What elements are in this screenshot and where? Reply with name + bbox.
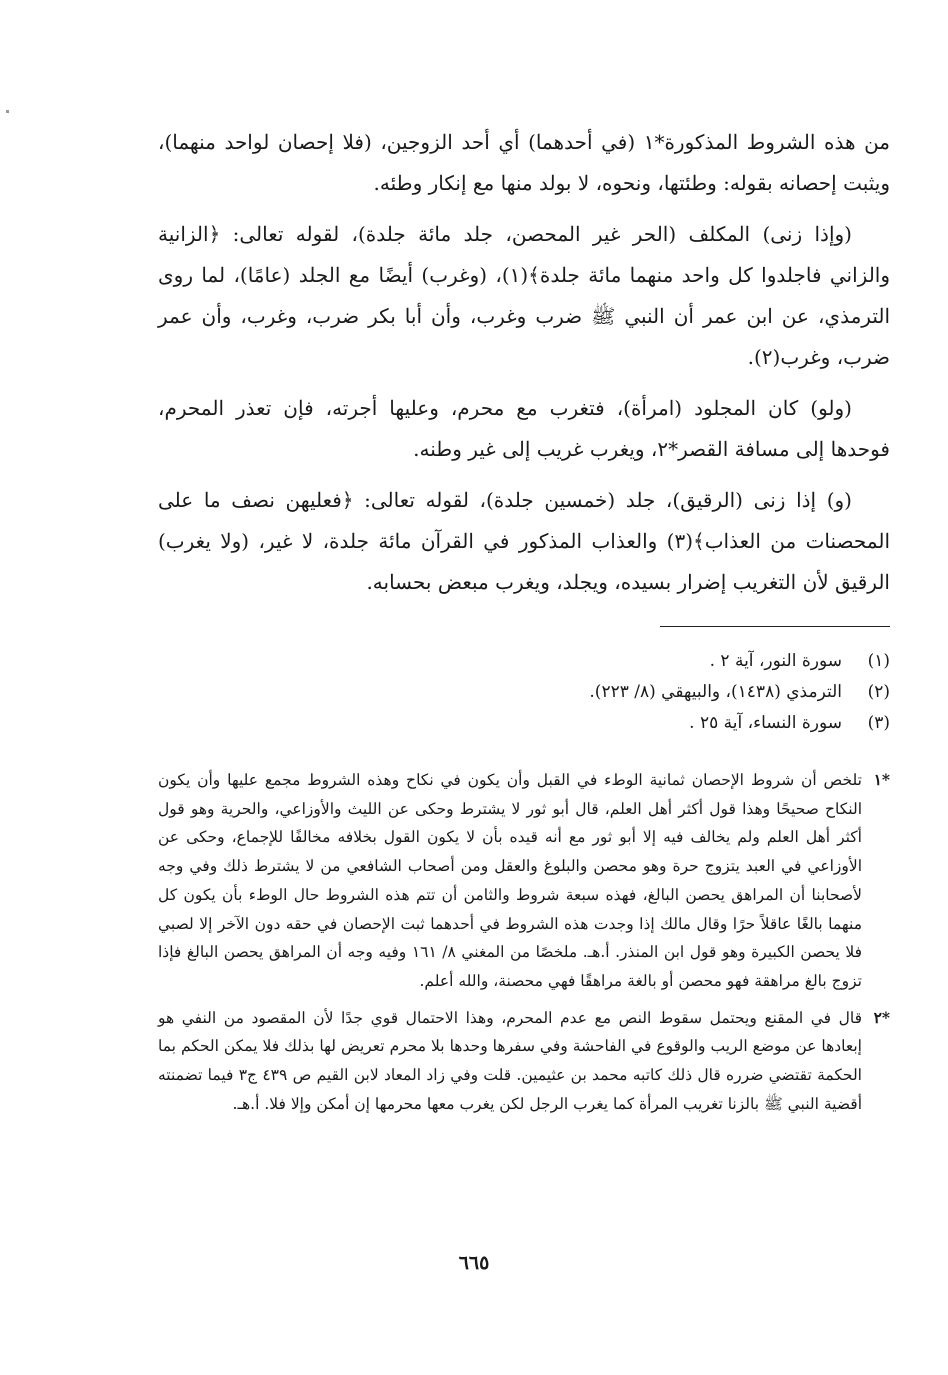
- commentary-text: قال في المقنع ويحتمل سقوط النص مع عدم المحرم، وهذا الاحتمال قوي جدًا لأن المقصود من النفي هو إبعادها عن موضع الريب والوقوع في الفاحشة وفي سفرها وحدها بلا محرم تعريض لها بذلك فلا يمكن الحكم بما الحكمة تقتضي ضرره قال ذلك كاتبه محمد بن عثيمين. قلت وفي زاد المعاد لابن القيم ص ٤٣٩ ج٣ فيما تضمنته أقضية النبي ﷺ بالزنا تغريب المرأة كما يغرب الرجل لكن يغرب معها محرمها إن أمكن وإلا فلا. أ.هـ.: [158, 1008, 862, 1113]
- paragraph: (وإذا زنى) المكلف (الحر غير المحصن، جلد مائة جلدة)، لقوله تعالى: ﴿الزانية والزاني فاجلدوا كل واحد منهما مائة جلدة﴾(١)، (وغرب) أيضًا مع الجلد (عامًا)، لما روى الترمذي، عن ابن عمر أن النبي ﷺ ضرب وغرب، وأن أبا بكر ضرب، وغرب، وأن عمر ضرب، وغرب(٢).: [158, 222, 891, 369]
- footnote-text: سورة النور، آية ٢ .: [709, 651, 842, 671]
- commentary-mark: *١: [873, 770, 890, 789]
- commentary-note: [158, 766, 890, 996]
- commentary-notes: [158, 766, 890, 1126]
- scan-speck: [6, 110, 9, 113]
- commentary-mark: *٢: [873, 1007, 890, 1027]
- paragraph: (و) إذا زنى (الرقيق)، جلد (خمسين جلدة)، لقوله تعالى: ﴿فعليهن نصف ما على المحصنات من العذاب﴾(٣) والعذاب المذكور في القرآن مائة جلدة، لا غير، (ولا يغرب) الرقيق لأن التغريب إضرار بسيده، ويجلد، ويغرب مبعض بحسابه.: [158, 488, 890, 594]
- paragraph: (ولو) كان المجلود (امرأة)، فتغرب مع محرم، وعليها أجرته، فإن تعذر المحرم، فوحدها إلى مسافة القصر*٢، ويغرب غريب إلى غير وطنه.: [158, 396, 890, 461]
- page-number: ٦٦٥: [458, 1252, 490, 1274]
- footnotes: [158, 646, 890, 739]
- footnote-text: الترمذي (١٤٣٨)، والبيهقي (٨/ ٢٢٣).: [589, 682, 842, 702]
- footnote-number: (٢): [867, 682, 890, 702]
- commentary-note: [158, 1004, 890, 1119]
- paragraph: من هذه الشروط المذكورة*١ (في أحدهما) أي أحد الزوجين، (فلا إحصان لواحد منهما)، ويثبت إحصانه بقوله: وطئتها، ونحوه، لا بولد منها مع إنكار وطئه.: [158, 130, 891, 195]
- footnote: [158, 646, 890, 677]
- footnote-number: (٣): [867, 713, 890, 733]
- commentary-text: تلخص أن شروط الإحصان ثمانية الوطء في القبل وأن يكون في نكاح وهذه الشروط مجمع عليها وأن يكون النكاح صحيحًا وهذا قول أكثر أهل العلم، قال أبو ثور لا يشترط وحكى عن الليث والأوزاعي، والحرية وهو قول أكثر أهل العلم ولم يخالف فيه إلا أبو ثور مع أنه قيده بأن لا يكون القول بخلافه مخالفًا للإجماع، وحكى عن الأوزاعي في العبد يتزوج حرة وهو محصن والبلوغ والعقل ومن أصحاب الشافعي من لا يشترط ذلك وفي وجه لأصحابنا أن المراهق يحصن البالغ، فهذه سبعة شروط والثامن أن تتم هذه الشروط حال الوطء بأن يكون كل منهما بالغًا عاقلاً حرًا وقال مالك إذا وجدت هذه الشروط في أحدهما ثبت الإحصان في حقه دون الآخر إلا لصبي فلا يحصن الكبيرة وهو قول ابن المنذر. أ.هـ. ملخصًا من المغني ٨/ ١٦١ وفيه وجه أن المراهق يحصن البالغ فإذا تزوج بالغ مراهقة فهو محصن أو بالغة مراهقًا فهي محصنة، والله أعلم.: [158, 771, 862, 990]
- footnote-number: (١): [867, 651, 890, 671]
- footnote-separator: [660, 626, 890, 627]
- footnote-text: سورة النساء، آية ٢٥ .: [689, 713, 842, 733]
- footnote: [158, 677, 890, 708]
- footnote: [158, 708, 890, 739]
- main-text: [158, 122, 890, 613]
